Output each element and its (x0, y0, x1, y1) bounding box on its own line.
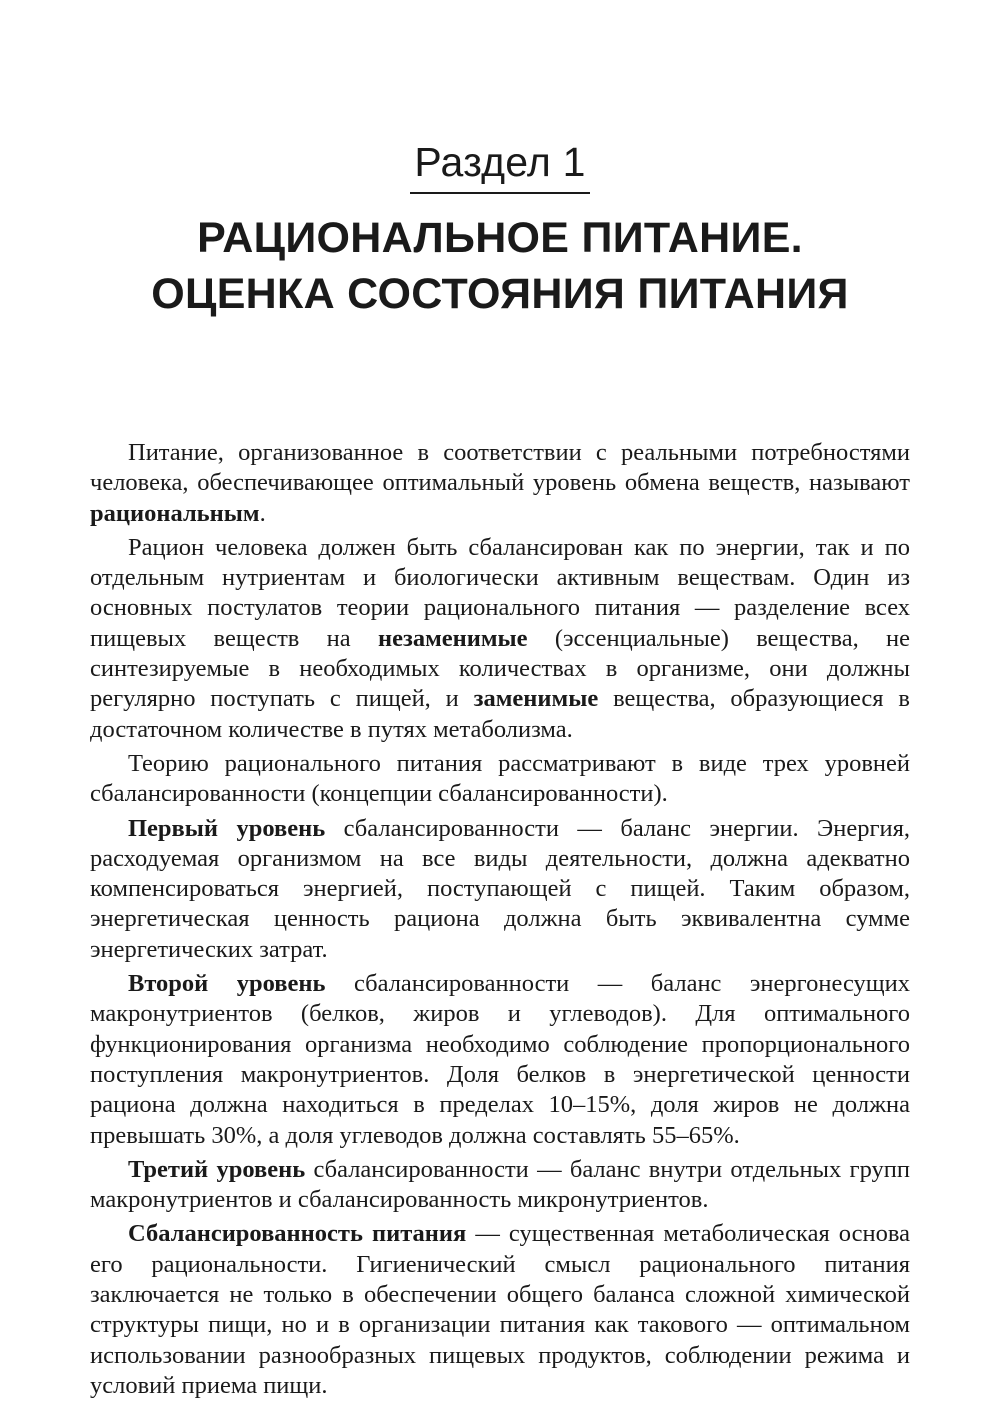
text-run: (эссенциальные) вещества, не синтезируемые в необходимых количествах в организме, они должны регулярно поступать с пищей, и (90, 624, 910, 713)
text-run: — существенная метаболическая основа его рациональности. Гигиенический смысл рационального питания заключается не только в обеспечении общего баланса сложной химической структуры пищи, но и в организации питания как такового — оптимальном использовании разнообразных пищевых продуктов, соблюдении режима и условий приема пищи. (90, 1220, 910, 1399)
text-run: Рацион человека должен быть сбалансирован как по энергии, так и по отдельным нутриентам и биологически активным веществам. Один из основных постулатов теории рационального питания — разделение всех пищевых веществ на (90, 533, 910, 652)
paragraph (90, 1219, 910, 1401)
paragraph (90, 969, 910, 1151)
paragraph (90, 438, 910, 529)
paragraph (90, 749, 910, 810)
chapter-title-line: ОЦЕНКА СОСТОЯНИЯ ПИТАНИЯ (151, 270, 849, 318)
paragraph (90, 533, 910, 745)
bold-term: незаменимые (377, 624, 528, 652)
bold-term: Первый уровень (128, 814, 326, 842)
bold-term: Сбалансированность питания (128, 1220, 467, 1248)
chapter-title-line: РАЦИОНАЛЬНОЕ ПИТАНИЕ. (197, 214, 803, 262)
text-run: сбалансированности — баланс энергии. Энергия, расходуемая организмом на все виды деятельности, должна адекватно компенсироваться энергией, поступающей с пищей. Таким образом, энергетическая ценность рациона должна быть эквивалентна сумме энергетических затрат. (90, 814, 910, 963)
body-text (90, 438, 910, 1405)
text-run: Питание, организованное в соответствии с реальными потребностями человека, обеспечивающее оптимальный уровень обмена веществ, называют (90, 439, 910, 497)
bold-term: рациональным (90, 499, 260, 527)
chapter-title (0, 210, 1000, 322)
section-header (0, 138, 1000, 194)
section-label: Раздел 1 (410, 138, 589, 194)
text-run: сбалансированности — баланс внутри отдельных групп макронутриентов и сбалансированность микронутриентов. (90, 1155, 911, 1214)
paragraph (90, 814, 910, 965)
paragraph (90, 1155, 910, 1216)
bold-term: заменимые (473, 685, 599, 713)
text-run: Теорию рационального питания рассматривают в виде трех уровней сбалансированности (концепции сбалансированности). (90, 749, 910, 808)
text-run: вещества, образующиеся в достаточном количестве в путях метаболизма. (90, 685, 911, 743)
text-run: сбалансированности — баланс энергонесущих макронутриентов (белков, жиров и углеводов). Для оптимального функционирования организма необходимо соблюдение пропорционального поступления макронутриентов. Доля белков в энергетической ценности рациона должна находиться в пределах 10–15%, доля жиров не должна превышать 30%, а доля углеводов должна составлять 55–65%. (90, 970, 910, 1149)
text-run: . (259, 499, 266, 527)
bold-term: Второй уровень (128, 970, 326, 998)
bold-term: Третий уровень (128, 1155, 306, 1183)
